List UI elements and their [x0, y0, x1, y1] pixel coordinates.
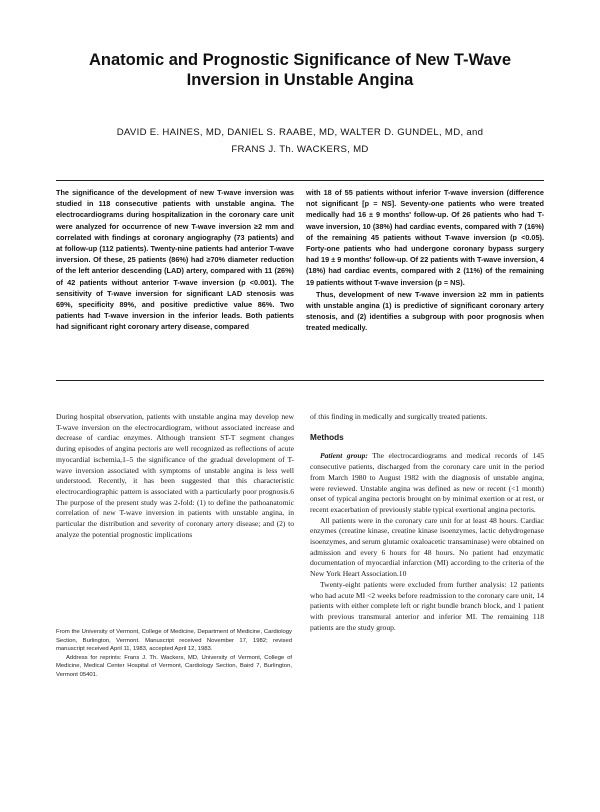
methods-heading: Methods — [310, 432, 344, 442]
article-title — [60, 50, 540, 90]
authors-line-2: FRANS J. Th. WACKERS, MD — [231, 144, 369, 155]
body-column-right — [310, 412, 544, 633]
authors-line-1: DAVID E. HAINES, MD, DANIEL S. RAABE, MD, WALTER D. GUNDEL, MD, and — [116, 127, 484, 138]
abstract-top-rule — [56, 180, 544, 181]
author-list — [60, 124, 540, 158]
title-line-1: Anatomic and Prognostic Significance of New T-Wave — [88, 51, 512, 69]
abstract-column-left — [56, 187, 294, 333]
abstract-column-right — [306, 187, 544, 334]
patient-group-paragraph — [310, 451, 544, 515]
patient-group-text: The electrocardiograms and medical records of 145 consecutive patients, discharged from the coronary care unit in the period from March 1980 to August 1982 with the diagnosis of unstable angina, were reviewed. Unstable angina was defined as new or recent (<1 month) onset of typical angina pectoris brought on by minimal exertion or at rest, or recent exacerbation of previously stable typical exertional angina pectoris. — [310, 451, 544, 514]
footnote — [56, 628, 292, 680]
abstract-bottom-rule — [56, 380, 544, 381]
abstract-paragraph: The significance of the development of new T-wave inversion was studied in 118 consecutive patients with unstable angina. The electrocardiograms during hospitalization in the coronary care unit were analyzed for occurrence of new T-wave inversion ≥2 mm and correlated with findings at coronary angiography (73 patients) and at follow-up (112 patients). Twenty-nine patients had anterior T-wave inversion. Of these, 25 patients (86%) had ≥70% diameter reduction of the left anterior descending (LAD) artery, compared with 11 (26%) of 42 patients without anterior T-wave inversion (p <0.001). The sensitivity of T-wave inversion for significant LAD stenosis was 69%, specificity 89%, and positive predictive value 86%. Two patients had T-wave inversion in the inferior leads. Both patients had significant right coronary artery disease, compared — [56, 188, 294, 332]
reprints-note: Address for reprints: Frans J. Th. Wackers, MD, University of Vermont, College of Medicine, Medical Center Hospital of Vermont, Cardiology Section, Baird 7, Burlington, Vermont 05401. — [56, 654, 292, 678]
introduction-paragraph: During hospital observation, patients with unstable angina may develop new T-wave inversion on the electrocardiogram, without associated increase and decrease of cardiac enzymes. Although transient ST-T segment changes during episodes of angina pectoris are well recognized as reflections of acute myocardial ischemia,1–5 the significance of the gradual development of T-wave inversion associated with symptoms of unstable angina is less well understood. Recently, it has been suggested that this characteristic electrocardiographic pattern is associated with a particularly poor prognosis.6 The purpose of the present study was 2-fold: (1) to define the pathoanatomic correlation of new T-wave inversion in patients with unstable angina, in particular the distribution and severity of coronary artery disease; and (2) to analyze the potential prognostic implications — [56, 412, 294, 539]
abstract-conclusion: Thus, development of new T-wave inversion ≥2 mm in patients with unstable angina (1) is predictive of significant coronary artery stenosis, and (2) identifies a subgroup with poor prognosis when treated medically. — [306, 289, 544, 333]
body-column-left — [56, 412, 294, 540]
coronary-care-paragraph: All patients were in the coronary care unit for at least 48 hours. Cardiac enzymes (creatine kinase, creatine kinase isoenzymes, lactic dehydrogenase isoenzymes, and serum glutamic oxaloacetic transaminase) were obtained on admission and every 6 hours for 48 hours. No patient had enzymatic documentation of myocardial infarction (MI) according to the criteria of the New York Heart Association.10 — [310, 515, 544, 579]
abstract-paragraph: with 18 of 55 patients without inferior T-wave inversion (difference not significant [p = NS]. Seventy-one patients who were treated medically had 16 ± 9 months' follow-up. Of 26 patients who had T-wave inversion, 10 (38%) had cardiac events, compared with 7 (16%) of the remaining 45 patients without T-wave inversion (p <0.05). Forty-one patients who had undergone coronary bypass surgery had 19 ± 9 months' follow-up. Of 22 patients with T-wave inversion, 4 (18%) had cardiac events, compared with 2 (11%) of the remaining 19 patients without T-wave inversion (p = NS). — [306, 188, 544, 287]
introduction-continued: of this finding in medically and surgically treated patients. — [310, 412, 488, 421]
affiliation-note: From the University of Vermont, College of Medicine, Department of Medicine, Cardiology Section, Burlington, Vermont. Manuscript received November 17, 1982; revised manuscript received April 11, 1983, accepted April 12, 1983. — [56, 629, 292, 653]
exclusion-paragraph: Twenty-eight patients were excluded from further analysis: 12 patients who had acute MI <2 weeks before readmission to the coronary care unit, 14 patients with either complete left or right bundle branch block, and 1 patient with previous transmural anterior and inferior MI. The remaining 118 patients are the study group. — [310, 579, 544, 632]
patient-group-label: Patient group: — [320, 451, 368, 461]
title-line-2: Inversion in Unstable Angina — [186, 71, 414, 89]
